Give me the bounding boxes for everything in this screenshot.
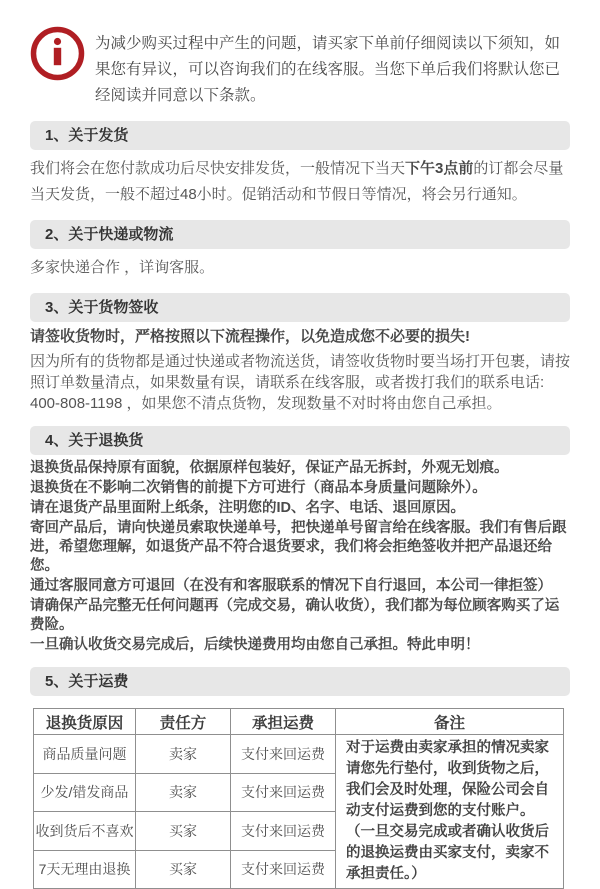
cell-fee: 支付来回运费 bbox=[231, 850, 336, 889]
shipping-fee-table bbox=[33, 708, 564, 889]
cell-fee: 支付来回运费 bbox=[231, 812, 336, 851]
logistics-paragraph: 多家快递合作 ，详询客服。 bbox=[30, 259, 215, 276]
col-header-remark: 备注 bbox=[336, 709, 564, 735]
section-header-freight: 5、关于运费 bbox=[30, 667, 570, 696]
cell-reason: 少发/错发商品 bbox=[34, 773, 136, 812]
section-header-logistics: 2、关于快递或物流 bbox=[30, 220, 570, 249]
shipping-paragraph bbox=[30, 156, 570, 208]
cell-responsible: 卖家 bbox=[136, 735, 231, 774]
cell-fee: 支付来回运费 bbox=[231, 735, 336, 774]
returns-rule-7: 一旦确认收货交易完成后，后续快递费用均由您自己承担。特此申明！ bbox=[30, 637, 480, 653]
returns-rule-4: 寄回产品后，请向快递员索取快递单号，把快递单号留言给在线客服。我们有售后跟进，希望您理解，如退货产品不符合退货要求，我们将会拒绝签收并把产品退还给您。 bbox=[30, 520, 567, 574]
section-header-receipt: 3、关于货物签收 bbox=[30, 293, 570, 322]
section-header-shipping: 1、关于发货 bbox=[30, 121, 570, 150]
info-icon bbox=[30, 26, 85, 81]
cell-reason: 商品质量问题 bbox=[34, 735, 136, 774]
cell-responsible: 卖家 bbox=[136, 773, 231, 812]
col-header-reason: 退换货原因 bbox=[34, 709, 136, 735]
col-header-responsible: 责任方 bbox=[136, 709, 231, 735]
section-header-returns: 4、关于退换货 bbox=[30, 426, 570, 455]
returns-rule-6: 请确保产品完整无任何问题再（完成交易，确认收货），我们都为每位顾客购买了运费险。 bbox=[30, 598, 560, 633]
returns-rule-2: 退换货在不影响二次销售的前提下方可进行（商品本身质量问题除外）。 bbox=[30, 480, 487, 496]
cell-reason: 收到货后不喜欢 bbox=[34, 812, 136, 851]
cell-responsible: 买家 bbox=[136, 812, 231, 851]
intro-notice-text: 为减少购买过程中产生的问题，请买家下单前仔细阅读以下须知，如果您有异议，可以咨询我们的在线客服。当您下单后我们将默认您已经阅读并同意以下条款。 bbox=[95, 35, 561, 104]
cell-responsible: 买家 bbox=[136, 850, 231, 889]
receipt-warning-line: 请签收货物时，严格按照以下流程操作，以免造成您不必要的损失! bbox=[30, 328, 470, 345]
table-row bbox=[34, 735, 564, 774]
returns-paragraphs bbox=[30, 459, 570, 655]
cell-fee: 支付来回运费 bbox=[231, 773, 336, 812]
returns-rule-3: 请在退货产品里面附上纸条，注明您的ID、名字、电话、退回原因。 bbox=[30, 500, 465, 516]
col-header-fee: 承担运费 bbox=[231, 709, 336, 735]
shipping-text-2: 的订都会尽量当天发货，一般不超过48小时。促销活动和节假日等情况，将会另行通知。 bbox=[30, 160, 564, 203]
returns-rule-1: 退换货品保持原有面貌，依据原样包装好，保证产品无拆封，外观无划痕。 bbox=[30, 460, 509, 476]
shipping-text-bold: 下午3点前 bbox=[405, 160, 474, 177]
receipt-paragraph: 因为所有的货物都是通过快递或者物流送货，请签收货物时要当场打开包裹，请按照订单数量清点，如果数量有误，请联系在线客服，或者拨打我们的联系电话: 400-808-1198 ，如果您不清点货物，发现数量不对时将由您自己承担。 bbox=[30, 353, 571, 412]
cell-remark: 对于运费由卖家承担的情况卖家请您先行垫付，收到货物之后，我们会及时处理，保险公司会自动支付运费到您的支付账户。（一旦交易完成或者确认收货后的退换运费由买家支付，卖家不承担责任。） bbox=[336, 735, 564, 889]
table-header-row bbox=[34, 709, 564, 735]
intro-notice bbox=[30, 26, 570, 109]
shipping-text-1: 我们将会在您付款成功后尽快安排发货，一般情况下当天 bbox=[30, 160, 406, 177]
returns-rule-5: 通过客服同意方可退回（在没有和客服联系的情况下自行退回，本公司一律拒签） bbox=[30, 578, 552, 594]
cell-reason: 7天无理由退换 bbox=[34, 850, 136, 889]
